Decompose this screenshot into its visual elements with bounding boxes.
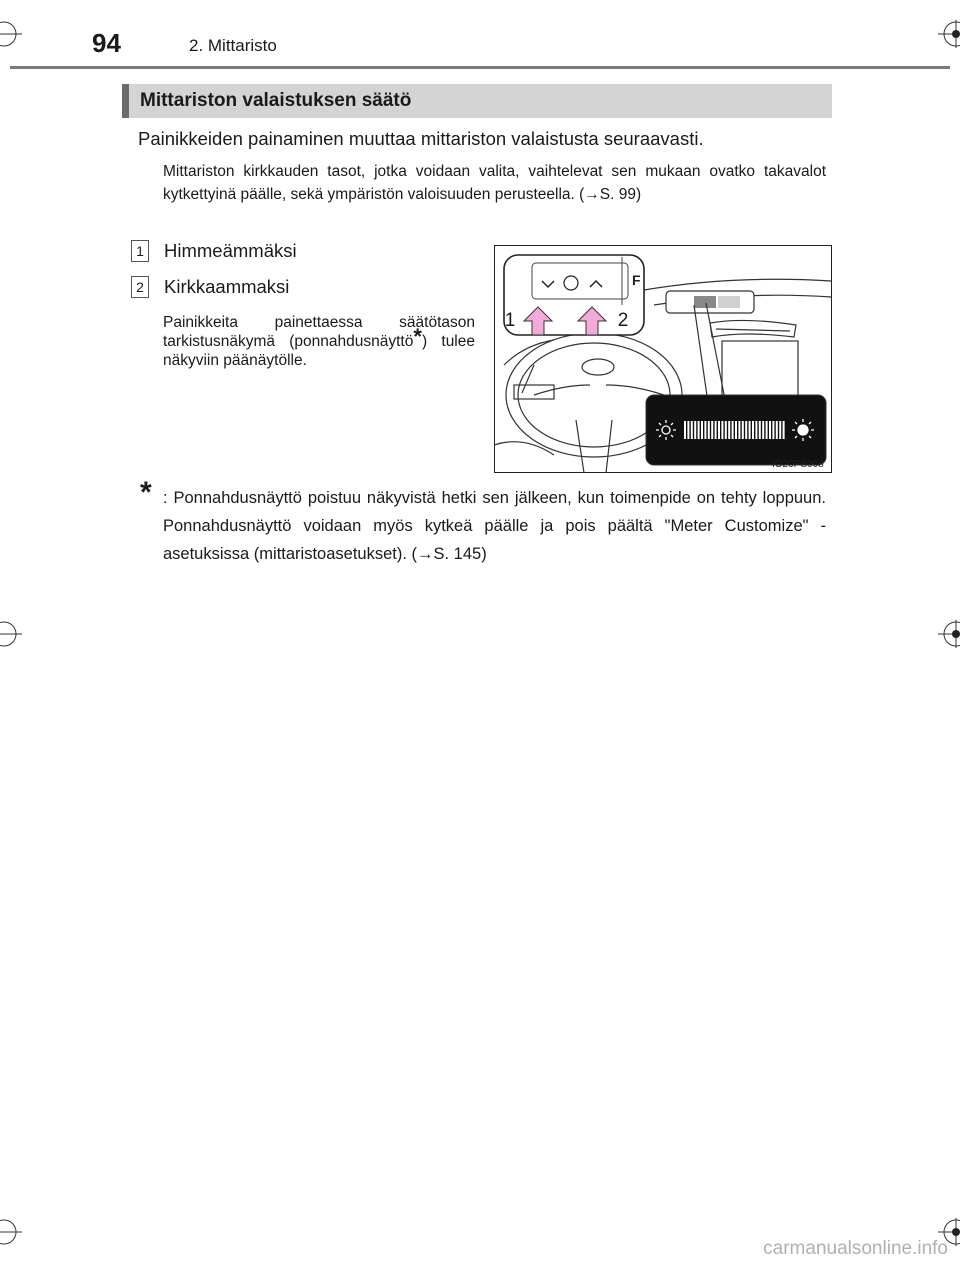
brightness-tick: [779, 421, 781, 439]
callout-number-1: 1: [504, 310, 516, 331]
brightness-tick: [715, 421, 717, 439]
section-heading: [122, 84, 832, 118]
brightness-tick: [704, 421, 706, 439]
watermark: carmanualsonline.info: [763, 1238, 948, 1259]
brightness-tick: [735, 421, 737, 439]
brightness-tick: [783, 421, 785, 439]
brightness-tick: [701, 421, 703, 439]
brightness-tick: [749, 421, 751, 439]
brightness-tick: [718, 421, 720, 439]
brightness-tick: [759, 421, 761, 439]
brightness-tick: [742, 421, 744, 439]
brightness-tick: [684, 421, 686, 439]
brightness-tick: [687, 421, 689, 439]
brightness-tick: [721, 421, 723, 439]
popup-note-text: Painikkeita painettaessa säätötason tarkistusnäkymä (ponnahdusnäyttö: [163, 314, 475, 350]
brightness-tick: [776, 421, 778, 439]
item-number-badge: 1: [131, 240, 149, 262]
popup-note: [163, 313, 475, 370]
popup-note-text-end: ) tulee näkyviin päänäytölle.: [163, 333, 475, 369]
brightness-tick: [755, 421, 757, 439]
footnote-asterisk: *: [140, 476, 152, 509]
brightness-tick: [691, 421, 693, 439]
section-accent: [122, 84, 129, 118]
brightness-tick: [732, 421, 734, 439]
intro-paragraph: Painikkeiden painaminen muuttaa mittariston valaistusta seuraavasti.: [138, 128, 704, 149]
callout-number-2: 2: [617, 310, 629, 331]
brightness-tick: [728, 421, 730, 439]
brightness-tick: [725, 421, 727, 439]
item-label-dimmer: Himmeämmäksi: [164, 240, 297, 261]
item-number-badge: 2: [131, 276, 149, 298]
item-label-brighter: Kirkkaammaksi: [164, 276, 290, 297]
brightness-tick: [762, 421, 764, 439]
svg-text:F: F: [632, 272, 641, 288]
brightness-tick: [769, 421, 771, 439]
dashboard-illustration: [494, 245, 832, 473]
brightness-tick: [745, 421, 747, 439]
brightness-tick: [698, 421, 700, 439]
page-number: 94: [92, 28, 121, 58]
brightness-tick: [738, 421, 740, 439]
asterisk-mark: *: [413, 323, 422, 349]
brightness-note: Mittariston kirkkauden tasot, jotka voidaan valita, vaihtelevat sen mukaan ovatko takavalot kytkettyinä päälle, sekä ympäristön valoisuuden perusteella. (→S. 99): [163, 163, 826, 203]
brightness-tick: [711, 421, 713, 439]
brightness-tick: [766, 421, 768, 439]
header-divider: [10, 66, 950, 69]
brightness-tick: [752, 421, 754, 439]
footnote-text: : Ponnahdusnäyttö poistuu näkyvistä hetki sen jälkeen, kun toimenpide on tehty loppuun. Ponnahdusnäyttö voidaan myös kytkeä päälle ja pois päältä "Meter Customize" -asetuksissa (mittaristoasetukset). (→S. 145): [163, 489, 826, 563]
brightness-tick: [708, 421, 710, 439]
brightness-tick: [772, 421, 774, 439]
brightness-tick: [694, 421, 696, 439]
figure-code: IO20PS008: [772, 459, 824, 470]
section-title: Mittariston valaistuksen säätö: [140, 90, 412, 111]
chapter-title: 2. Mittaristo: [189, 36, 277, 55]
